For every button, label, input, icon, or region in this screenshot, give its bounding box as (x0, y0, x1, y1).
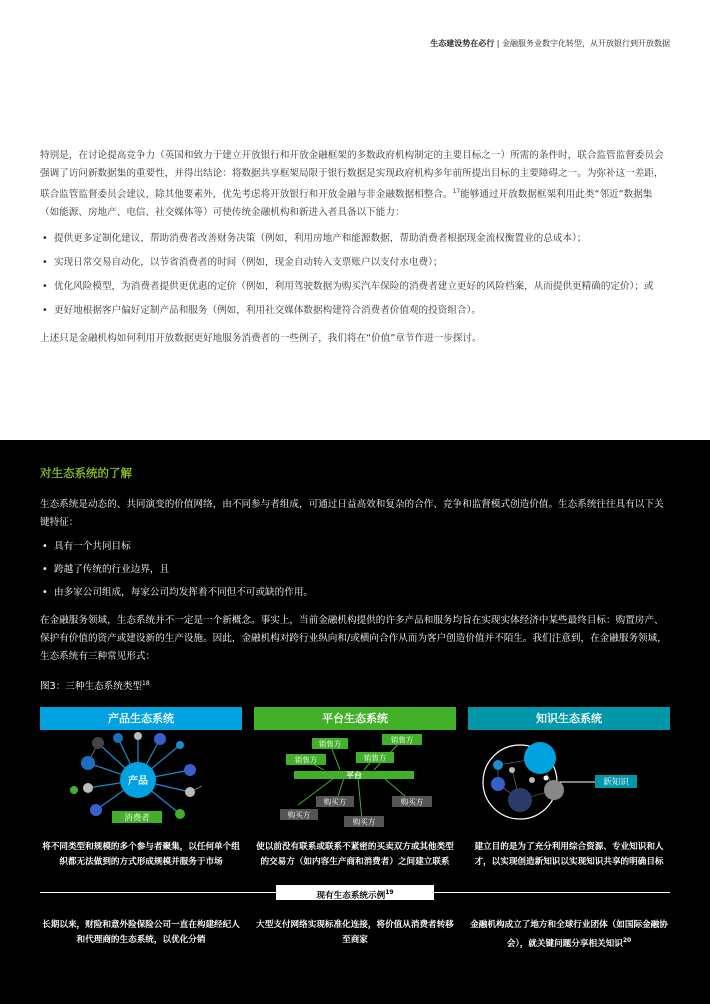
examples-label-text: 现有生态系统示例 (316, 890, 386, 901)
buyer-nodes (280, 796, 432, 827)
list-item: • 提供更多定制化建议，帮助消费者改善财务决策（例如，利用房地产和能源数据，帮助消费者根据现金流权衡置业的总成本）； (40, 230, 670, 248)
seller-label: 销售方 (294, 755, 318, 765)
knowledge-example-text: 金融机构成立了地方和全球行业团体（如国际金融协会），就关键问题分享相关知识 (470, 920, 668, 949)
footnote-17: 17 (452, 188, 461, 195)
buyer-label: 购买方 (352, 817, 376, 827)
list-item: • 实现日常交易自动化，以节省消费者的时间（例如，现金自动转入支票账户以支付水电费）； (40, 254, 670, 272)
knowledge-ecosystem-header: 知识生态系统 (468, 707, 670, 730)
platform-ecosystem-example: 大型支付网络实现标准化连接，将价值从消费者转移至商家 (256, 920, 454, 945)
product-ecosystem-header: 产品生态系统 (40, 707, 242, 730)
platform-ecosystem-header: 平台生态系统 (254, 707, 456, 730)
ecosystem-section (0, 440, 710, 1004)
page-header (430, 38, 670, 49)
knowledge-ecosystem-example (468, 918, 670, 952)
ecosystem-para2: 在金融服务领域，生态系统并不一定是一个新概念。事实上，当前金融机构提供的许多产品和服务均旨在实现实体经济中某些最终目标：购置房产、保护有价值的资产或建设新的生产设施。因此，金融机构对跨行业纵向和/或横向合作从而为客户创造价值并不陌生。我们注意到，在金融服务领域，生态系统有三种常见形式： (40, 615, 667, 662)
header-subtitle: 金融服务业数字化转型，从开放银行到开放数据 (502, 39, 670, 48)
intro-text: 特别是，在讨论提高竞争力（英国和致力于建立开放银行和开放金融框架的多数政府机构制定的主要目标之一）所需的条件时，联合监管监督委员会强调了访问新数据集的重要性，并得出结论：将数据共享框架局限于银行数据是实现政府机构多年前所提出目标的主要障碍之一。为弥补这一差距，联合监管监督委员会建议，除其他要素外，优先考虑将开放银行和开放金融与非金融数据相整合。 (40, 150, 664, 201)
intro-text-tail: 能够通过开放数据框架利用此类“邻近”数据集（如能源、房地产、电信、社交媒体等）可使传统金融机构和新进入者具备以下能力： (40, 189, 653, 219)
footnote-19: 19 (385, 889, 394, 896)
footnote-18: 18 (142, 679, 150, 687)
product-ecosystem-desc: 将不同类型和规模的多个参与者聚集，以任何单个组织都无法做到的方式形成规模并服务于市场 (42, 842, 240, 867)
list-item: • 优化风险模型，为消费者提供更优惠的定价（例如，利用驾驶数据为购买汽车保险的消费者建立更好的风险档案，从而提供更精确的定价）；或 (40, 278, 670, 296)
ecosystem-body (40, 496, 672, 672)
section-title: 对生态系统的了解 (40, 466, 132, 480)
list-item: • 更好地根据客户偏好定制产品和服务（例如，利用社交媒体数据构建符合消费者价值观的投资组合）。 (40, 302, 670, 320)
list-item: • 跨越了传统的行业边界，且 (40, 561, 672, 579)
buyer-label: 购买方 (287, 810, 311, 820)
footnote-20: 20 (622, 937, 632, 944)
platform-ecosystem-diagram (254, 730, 456, 840)
capability-list (40, 230, 670, 320)
seller-nodes (286, 734, 422, 765)
header-separator: | (494, 39, 502, 48)
feature-list (40, 538, 672, 602)
buyer-label: 购买方 (323, 797, 347, 807)
seller-label: 销售方 (318, 739, 342, 749)
intro-paragraph (40, 147, 670, 222)
product-ecosystem-example: 长期以来，财险和意外险保险公司一直在构建经纪人和代理商的生态系统，以优化分销 (42, 920, 240, 945)
platform-ecosystem-desc: 使以前没有联系或联系不紧密的买卖双方或其他类型的交易方（如内容生产商和消费者）之间建立联系 (256, 842, 454, 867)
new-knowledge-label: 新知识 (603, 777, 629, 788)
knowledge-ecosystem-desc: 建立目的是为了充分利用综合资源、专业知识和人才，以实现创造新知识以实现知识共享的明确目标 (474, 842, 664, 867)
product-ecosystem-diagram (40, 730, 242, 840)
knowledge-ecosystem-diagram (468, 730, 670, 840)
seller-label: 销售方 (363, 753, 387, 763)
platform-center-label: 平台 (346, 771, 362, 780)
ecosystem-intro: 生态系统是动态的、共同演变的价值网络，由不同参与者组成，可通过日益高效和复杂的合作、竞争和监督模式创造价值。生态系统往往具有以下关键特征： (40, 499, 664, 528)
header-section: 生态建设势在必行 (430, 39, 495, 48)
figure-title (40, 678, 150, 692)
closing-paragraph: 上述只是金融机构如何利用开放数据更好地服务消费者的一些例子，我们将在“价值”章节作进一步探讨。 (40, 333, 482, 345)
list-item: • 由多家公司组成，每家公司均发挥着不同但不可或缺的作用。 (40, 584, 672, 602)
figure-title-text: 图3：三种生态系统类型 (40, 681, 143, 692)
product-center-label: 产品 (128, 776, 148, 787)
upper-text (40, 147, 670, 356)
buyer-label: 购买方 (400, 797, 424, 807)
list-item: • 具有一个共同目标 (40, 538, 672, 556)
examples-label (276, 885, 434, 900)
seller-label: 销售方 (390, 735, 414, 745)
consumer-label: 消费者 (124, 813, 150, 824)
